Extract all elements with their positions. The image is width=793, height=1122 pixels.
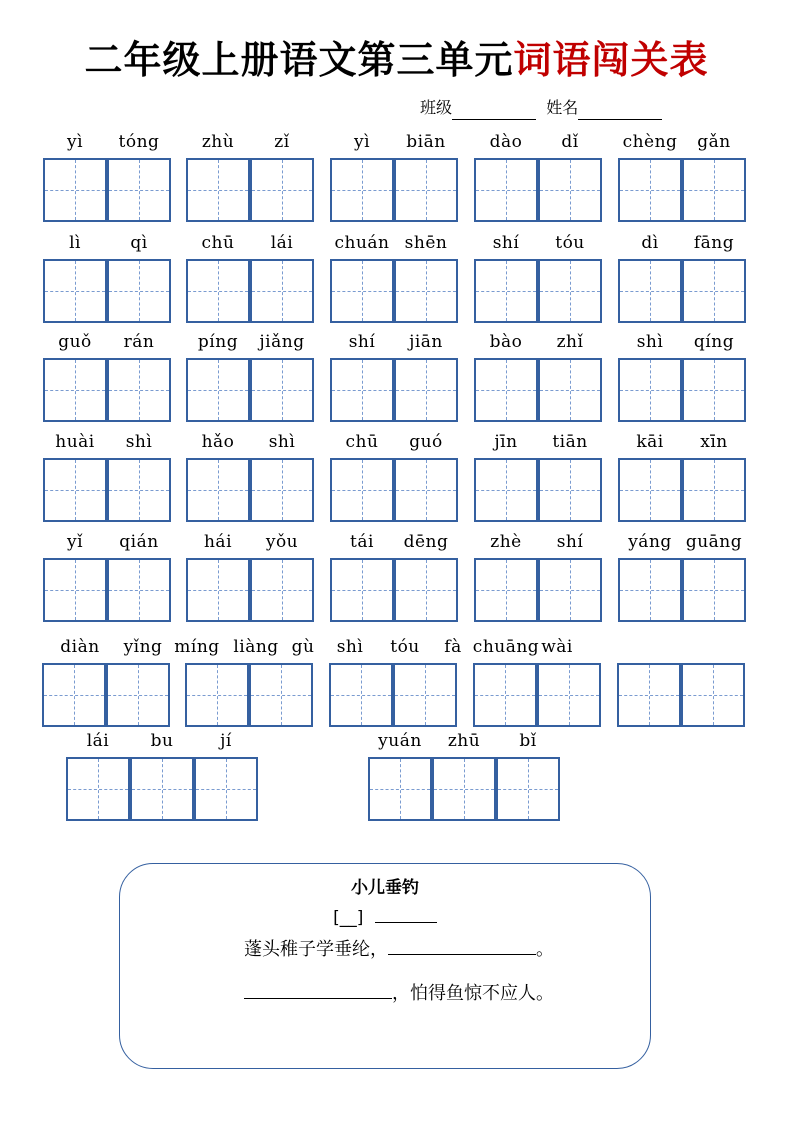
pinyin-label: qì — [130, 233, 148, 253]
char-box[interactable] — [250, 259, 314, 323]
char-box[interactable] — [194, 757, 258, 821]
name-label: 姓名 — [546, 98, 579, 117]
char-box[interactable] — [474, 259, 538, 323]
poem-line-2-text: ，怕得鱼惊不应人。 — [392, 983, 554, 1004]
char-box[interactable] — [681, 663, 745, 727]
char-box[interactable] — [617, 663, 681, 727]
pinyin-label: jí — [220, 731, 232, 751]
pinyin-label: zǐ — [274, 132, 290, 152]
pinyin-label: lái — [86, 731, 110, 751]
char-box[interactable] — [538, 158, 602, 222]
char-box[interactable] — [538, 458, 602, 522]
poem-line-1-end: 。 — [536, 939, 554, 960]
pinyin-label: diàn — [60, 637, 100, 657]
pinyin-label: míng — [174, 637, 220, 657]
pinyin-label: bào — [489, 332, 523, 352]
pinyin-label: yáng — [628, 532, 672, 552]
pinyin-label: tóng — [118, 132, 160, 152]
char-box[interactable] — [394, 458, 458, 522]
char-box[interactable] — [186, 358, 250, 422]
pinyin-label: yì — [353, 132, 371, 152]
pinyin-label: zhū — [447, 731, 481, 751]
pinyin-label: dào — [489, 132, 523, 152]
char-box[interactable] — [249, 663, 313, 727]
char-box[interactable] — [682, 458, 746, 522]
pinyin-label: dǐ — [561, 132, 579, 152]
pinyin-label: yì — [66, 132, 84, 152]
pinyin-label: shì — [125, 432, 153, 452]
char-box[interactable] — [682, 158, 746, 222]
poem-line-2 — [244, 980, 554, 1007]
poem-title: 小儿垂钓 — [351, 878, 419, 898]
char-box[interactable] — [618, 158, 682, 222]
char-box[interactable] — [496, 757, 560, 821]
char-box[interactable] — [474, 158, 538, 222]
pinyin-label: shēn — [404, 233, 448, 253]
char-box[interactable] — [43, 158, 107, 222]
pinyin-label: yǐ — [66, 532, 84, 552]
char-box[interactable] — [329, 663, 393, 727]
char-box[interactable] — [43, 558, 107, 622]
title-red: 词语闯关表 — [513, 38, 709, 82]
pinyin-label: yǒu — [265, 532, 299, 552]
char-box[interactable] — [186, 259, 250, 323]
char-box[interactable] — [185, 663, 249, 727]
char-box[interactable] — [474, 458, 538, 522]
char-box[interactable] — [330, 259, 394, 323]
pinyin-label: chuán — [334, 233, 390, 253]
char-box[interactable] — [186, 158, 250, 222]
poem-author-blank[interactable] — [375, 904, 437, 923]
char-box[interactable] — [43, 259, 107, 323]
char-box[interactable] — [250, 558, 314, 622]
pinyin-label: qíng — [693, 332, 735, 352]
char-box[interactable] — [537, 663, 601, 727]
pinyin-label: biān — [406, 132, 446, 152]
char-box[interactable] — [682, 558, 746, 622]
pinyin-label: shí — [492, 233, 520, 253]
poem-line-2-blank[interactable] — [244, 980, 392, 999]
char-box[interactable] — [618, 358, 682, 422]
poem-author-line — [120, 904, 650, 930]
pinyin-label: tóu — [555, 233, 585, 253]
char-box[interactable] — [538, 358, 602, 422]
pinyin-label: hái — [203, 532, 233, 552]
pinyin-label: gǎn — [697, 132, 731, 152]
pinyin-label: chèng — [622, 132, 678, 152]
pinyin-label: lái — [270, 233, 294, 253]
pinyin-label: chū — [201, 233, 235, 253]
pinyin-label: shì — [268, 432, 296, 452]
pinyin-label: shí — [556, 532, 584, 552]
pinyin-label: guāng — [685, 532, 743, 552]
poem-box — [119, 863, 651, 1069]
char-box[interactable] — [538, 558, 602, 622]
char-box[interactable] — [330, 358, 394, 422]
char-box[interactable] — [250, 358, 314, 422]
pinyin-label: fāng — [693, 233, 735, 253]
pinyin-label: yǐng — [123, 637, 163, 657]
pinyin-label: zhǐ — [556, 332, 584, 352]
pinyin-label: shí — [348, 332, 376, 352]
pinyin-label: wài — [541, 637, 573, 657]
poem-line-1 — [244, 936, 554, 963]
char-box[interactable] — [66, 757, 130, 821]
char-box[interactable] — [107, 259, 171, 323]
pinyin-label: tiān — [552, 432, 588, 452]
pinyin-label: shì — [636, 332, 664, 352]
char-box[interactable] — [618, 259, 682, 323]
pinyin-label: zhè — [490, 532, 522, 552]
char-box[interactable] — [538, 259, 602, 323]
char-box[interactable] — [394, 558, 458, 622]
pinyin-label: rán — [123, 332, 155, 352]
pinyin-label: yuán — [378, 731, 422, 751]
pinyin-label: píng — [197, 332, 239, 352]
pinyin-label: fà — [444, 637, 462, 657]
pinyin-label: jīn — [494, 432, 518, 452]
poem-line-1-blank[interactable] — [388, 936, 536, 955]
char-box[interactable] — [682, 259, 746, 323]
char-box[interactable] — [130, 757, 194, 821]
char-box[interactable] — [474, 558, 538, 622]
poem-dynasty-blank[interactable]: [__] — [333, 908, 364, 928]
char-box[interactable] — [394, 259, 458, 323]
char-box[interactable] — [394, 358, 458, 422]
pinyin-label: lì — [69, 233, 81, 253]
char-box[interactable] — [107, 558, 171, 622]
pinyin-label: guǒ — [58, 332, 92, 352]
char-box[interactable] — [43, 458, 107, 522]
pinyin-label: huài — [55, 432, 95, 452]
poem-line-1-text: 蓬头稚子学垂纶， — [244, 939, 388, 960]
pinyin-label: bu — [150, 731, 174, 751]
char-box[interactable] — [250, 158, 314, 222]
char-box[interactable] — [107, 358, 171, 422]
char-box[interactable] — [618, 558, 682, 622]
char-box[interactable] — [330, 558, 394, 622]
char-box[interactable] — [473, 663, 537, 727]
pinyin-label: chuāng — [472, 637, 540, 657]
char-box[interactable] — [394, 158, 458, 222]
pinyin-label: jiān — [409, 332, 443, 352]
pinyin-label: dì — [641, 233, 659, 253]
char-box[interactable] — [474, 358, 538, 422]
char-box[interactable] — [618, 458, 682, 522]
pinyin-label: liàng — [233, 637, 279, 657]
pinyin-label: shì — [336, 637, 364, 657]
char-box[interactable] — [330, 458, 394, 522]
pinyin-label: xīn — [700, 432, 728, 452]
title-black: 二年级上册语文第三单元 — [84, 38, 514, 82]
pinyin-label: gù — [291, 637, 315, 657]
char-box[interactable] — [106, 663, 170, 727]
char-box[interactable] — [107, 158, 171, 222]
char-box[interactable] — [107, 458, 171, 522]
pinyin-label: dēng — [403, 532, 449, 552]
char-box[interactable] — [682, 358, 746, 422]
char-box[interactable] — [393, 663, 457, 727]
pinyin-label: jiǎng — [259, 332, 305, 352]
char-box[interactable] — [42, 663, 106, 727]
pinyin-label: bǐ — [519, 731, 537, 751]
char-box[interactable] — [186, 458, 250, 522]
pinyin-label: tóu — [390, 637, 420, 657]
pinyin-label: kāi — [636, 432, 664, 452]
char-box[interactable] — [330, 158, 394, 222]
pinyin-label: qián — [119, 532, 159, 552]
pinyin-label: chū — [345, 432, 379, 452]
pinyin-label: hǎo — [201, 432, 235, 452]
char-box[interactable] — [43, 358, 107, 422]
pinyin-label: guó — [409, 432, 443, 452]
char-box[interactable] — [250, 458, 314, 522]
pinyin-label: zhù — [201, 132, 235, 152]
class-label: 班级 — [420, 98, 453, 117]
pinyin-label: tái — [350, 532, 374, 552]
char-box[interactable] — [186, 558, 250, 622]
char-box[interactable] — [368, 757, 432, 821]
char-box[interactable] — [432, 757, 496, 821]
